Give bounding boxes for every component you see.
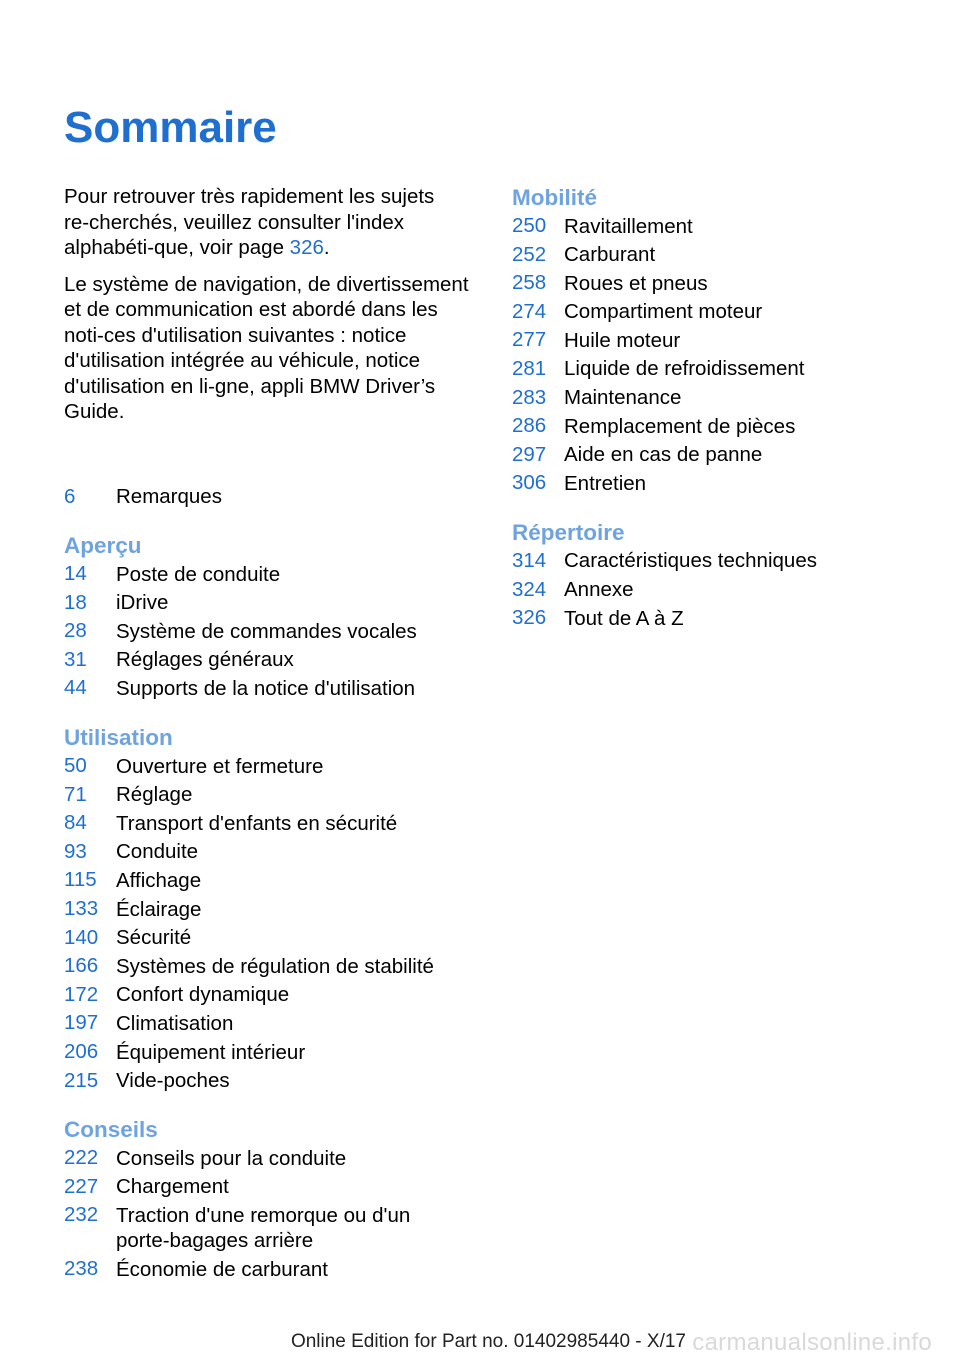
toc-entry-label: Caractéristiques techniques: [564, 549, 817, 573]
toc-entry[interactable]: [512, 604, 924, 633]
toc-page-number[interactable]: 93: [64, 839, 87, 863]
toc-page-number[interactable]: 18: [64, 590, 87, 614]
toc-entry-label: Conseils pour la conduite: [116, 1146, 347, 1170]
toc-entry-label: Annexe: [564, 578, 634, 602]
toc-entry-label: Sécurité: [116, 926, 192, 950]
toc-entry-label: Huile moteur: [564, 328, 681, 352]
toc-page-number[interactable]: 306: [512, 471, 547, 495]
toc-page-number[interactable]: 297: [512, 442, 547, 466]
toc-page-number[interactable]: 172: [64, 982, 99, 1006]
watermark: carmanualsonline.info: [692, 1329, 932, 1356]
section-heading-apercu: Aperçu: [64, 533, 142, 559]
intro-text: [64, 184, 476, 425]
toc-page-number[interactable]: 206: [64, 1040, 99, 1063]
toc-entry[interactable]: [64, 674, 476, 703]
toc-page-number[interactable]: 31: [64, 647, 87, 671]
toc-repertoire: [512, 547, 924, 633]
toc-entry[interactable]: [512, 326, 924, 355]
toc-page-number[interactable]: 227: [64, 1174, 99, 1198]
toc-page-number[interactable]: 252: [512, 242, 547, 266]
toc-entry-label: Entretien: [564, 471, 647, 495]
toc-entry-label: Conduite: [116, 840, 199, 864]
toc-entry-label: Économie de carburant: [116, 1257, 328, 1281]
toc-entry-label: Tout de A à Z: [564, 606, 684, 630]
toc-page-number[interactable]: 140: [64, 925, 99, 949]
toc-entry-label: Traction d'une remorque ou d'un porte‑bagages arrière: [116, 1203, 411, 1253]
toc-entry[interactable]: [64, 483, 476, 512]
toc-page-number[interactable]: 197: [64, 1011, 99, 1035]
toc-entry-label: Supports de la notice d'utilisation: [116, 676, 416, 700]
toc-entry[interactable]: [64, 866, 476, 895]
toc-page-number[interactable]: 250: [512, 214, 547, 237]
section-heading-repertoire: Répertoire: [512, 519, 625, 545]
toc-entry-label: Éclairage: [116, 897, 202, 921]
toc-entry[interactable]: [64, 617, 476, 646]
section-heading-mobilite: Mobilité: [512, 185, 597, 210]
section-heading-conseils: Conseils: [64, 1117, 158, 1143]
toc-entry-label: Aide en cas de panne: [564, 443, 763, 467]
toc-entry-label: Affichage: [116, 868, 202, 892]
toc-page-number[interactable]: 215: [64, 1068, 99, 1092]
toc-entry-label: Carburant: [564, 243, 656, 267]
toc-page-number[interactable]: 238: [64, 1257, 99, 1281]
toc-page-number[interactable]: 277: [512, 328, 547, 352]
toc-entry-label: Ouverture et fermeture: [116, 754, 324, 778]
toc-page-number[interactable]: 115: [64, 868, 97, 892]
toc-entry[interactable]: [64, 1067, 476, 1096]
toc-entry[interactable]: [64, 924, 476, 953]
toc-entry-label: Réglages généraux: [116, 648, 294, 672]
toc-entry-label: Climatisation: [116, 1011, 234, 1035]
toc-entry-label: Confort dynamique: [116, 983, 290, 1007]
toc-entry-label: Liquide de refroidissement: [564, 357, 805, 381]
index-page-link[interactable]: 326: [289, 236, 324, 259]
toc-entry[interactable]: [64, 981, 476, 1010]
toc-conseils: [64, 1144, 476, 1284]
toc-page-number[interactable]: 286: [512, 414, 547, 438]
toc-page-number[interactable]: 14: [64, 562, 87, 586]
toc-entry[interactable]: [64, 838, 476, 867]
toc-entry[interactable]: [512, 412, 924, 441]
page-title: Sommaire: [64, 103, 277, 152]
toc-entry-label: Remarques: [116, 485, 222, 508]
toc-page-number[interactable]: 50: [64, 754, 87, 778]
toc-entry[interactable]: [64, 781, 476, 810]
toc-entry[interactable]: [64, 1144, 476, 1173]
left-column: [64, 184, 476, 1284]
toc-entry[interactable]: [64, 752, 476, 781]
toc-entry[interactable]: [512, 441, 924, 470]
toc-entry[interactable]: [64, 1009, 476, 1038]
toc-mobilite: [512, 212, 924, 498]
toc-entry[interactable]: [64, 646, 476, 675]
spacer: [64, 703, 476, 724]
footer-edition: Online Edition for Part no. 01402985440 - X/17: [290, 1331, 686, 1352]
toc-entry[interactable]: [64, 1201, 476, 1255]
intro-text-after-link: .: [323, 236, 330, 259]
intro-text-before-link: Pour retrouver très rapidement les sujets re‑cherchés, veuillez consulter l'index alphabéti‑que, voir page: [64, 185, 435, 259]
section-heading-utilisation: Utilisation: [64, 725, 173, 751]
spacer: [64, 511, 476, 532]
toc-entry[interactable]: [64, 1038, 476, 1067]
intro-paragraph-manuals: Le système de navigation, de divertissement et de communication est abordé dans les noti‑ces d'utilisation suivantes : notice d'utilisation intégrée au véhicule, notice d'utilisation en li‑gne, appli BMW Driver’s Guide.: [64, 272, 469, 423]
toc-entry[interactable]: [64, 1173, 476, 1202]
toc-entry[interactable]: [512, 355, 924, 384]
toc-entry[interactable]: [64, 809, 476, 838]
toc-entry[interactable]: [512, 384, 924, 413]
toc-entry-label: Réglage: [116, 783, 193, 807]
toc-page-number[interactable]: 84: [64, 811, 87, 835]
toc-page-number[interactable]: 232: [64, 1203, 99, 1227]
spacer: [64, 1095, 476, 1116]
toc-entry[interactable]: [64, 589, 476, 618]
toc-page-number[interactable]: 166: [64, 954, 99, 978]
toc-entry[interactable]: [64, 952, 476, 981]
toc-entry-label: Remplacement de pièces: [564, 414, 796, 438]
toc-entry[interactable]: [64, 895, 476, 924]
toc-page-number[interactable]: 281: [512, 356, 547, 380]
toc-remarks: [64, 483, 476, 512]
toc-utilisation: [64, 752, 476, 1095]
toc-entry[interactable]: [512, 547, 924, 576]
toc-entry[interactable]: [512, 576, 924, 605]
intro-paragraph-index: [64, 184, 476, 261]
toc-entry-label: Vide‑poches: [116, 1069, 230, 1093]
toc-entry-label: Roues et pneus: [564, 271, 708, 295]
toc-apercu: [64, 560, 476, 703]
toc-entry-label: iDrive: [116, 591, 169, 615]
toc-entry-label: Chargement: [116, 1175, 229, 1199]
toc-page-number[interactable]: 274: [512, 299, 547, 323]
toc-entry-label: Poste de conduite: [116, 562, 281, 586]
toc-entry-label: Transport d'enfants en sécurité: [116, 811, 398, 835]
toc-entry[interactable]: [64, 560, 476, 589]
toc-page-number[interactable]: 28: [64, 619, 87, 643]
toc-entry[interactable]: [512, 241, 924, 270]
toc-entry-label: Système de commandes vocales: [116, 619, 417, 643]
toc-entry-label: Ravitaillement: [564, 214, 693, 238]
spacer: [512, 498, 924, 519]
toc-page-number[interactable]: 6: [64, 484, 76, 508]
toc-entry[interactable]: [64, 1255, 476, 1284]
toc-entry-label: Compartiment moteur: [564, 300, 763, 324]
toc-entry[interactable]: [512, 212, 924, 241]
toc-page-number[interactable]: 283: [512, 385, 547, 409]
toc-entry[interactable]: [512, 469, 924, 498]
toc-page-number[interactable]: 222: [64, 1146, 99, 1170]
toc-entry[interactable]: [512, 269, 924, 298]
toc-entry-label: Systèmes de régulation de stabilité: [116, 954, 434, 978]
toc-page-number[interactable]: 71: [64, 782, 87, 806]
toc-page-number[interactable]: 44: [64, 676, 87, 700]
toc-page-number[interactable]: 258: [512, 271, 547, 295]
toc-page-number[interactable]: 133: [64, 897, 99, 921]
toc-entry-label: Maintenance: [564, 386, 682, 410]
toc-entry-label: Équipement intérieur: [116, 1040, 306, 1064]
toc-page-number[interactable]: 326: [512, 606, 547, 630]
toc-page-number[interactable]: 314: [512, 548, 547, 572]
toc-page-number[interactable]: 324: [512, 577, 547, 601]
right-column: [512, 184, 924, 633]
toc-entry[interactable]: [512, 298, 924, 327]
